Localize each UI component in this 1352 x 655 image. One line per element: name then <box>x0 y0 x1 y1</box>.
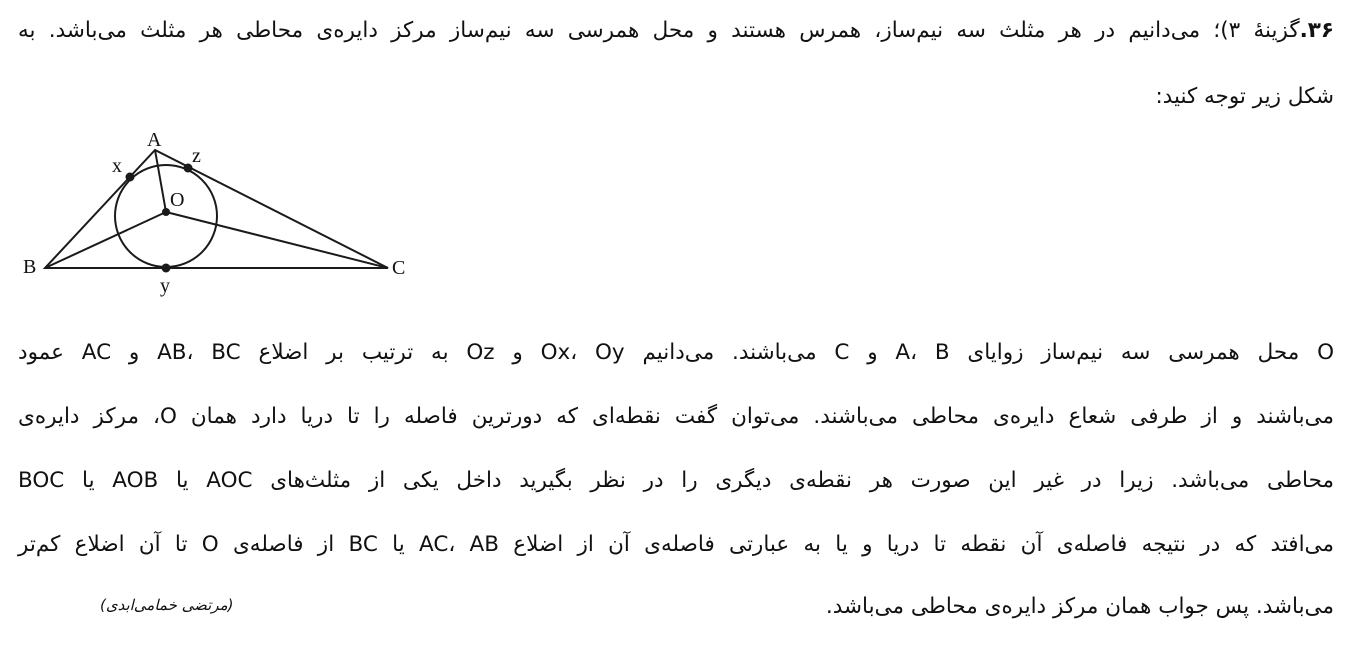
label-o: O <box>170 189 185 211</box>
bisector-b <box>45 212 166 268</box>
paragraph2-line2: می‌باشند و از طرفی شعاع دایره‌ی محاطی می‌باشند. می‌توان گفت نقطه‌ای که دورترین فاصله را تا دریا دارد همان O، مرکز دایره‌ی <box>18 404 1334 429</box>
author-credit: (مرتضی خمامی‌ابدی) <box>100 596 234 614</box>
label-c: C <box>392 257 406 279</box>
paragraph2-line5: می‌باشد. پس جواب همان مرکز دایره‌ی محاطی می‌باشد. <box>825 594 1334 619</box>
triangle-incircle-figure <box>20 128 420 303</box>
point-o <box>162 208 170 216</box>
label-y: y <box>160 275 170 297</box>
paragraph1-line1 <box>18 18 1334 43</box>
label-a: A <box>147 129 162 151</box>
point-x <box>126 173 135 182</box>
paragraph2-line3: محاطی می‌باشد. زیرا در غیر این صورت هر نقطه‌ی دیگری را در نظر بگیرید داخل یکی از مثلث‌های AOC یا AOB یا BOC <box>18 468 1335 493</box>
label-x: x <box>112 155 122 177</box>
point-y <box>162 264 171 273</box>
question-number: ۳۶. <box>1299 18 1334 43</box>
bisector-a <box>155 150 166 212</box>
bisector-c <box>166 212 388 268</box>
paragraph1-line1-text: گزینهٔ ۳)؛ می‌دانیم در هر مثلث سه نیم‌ساز، همرس هستند و محل همرسی سه نیم‌ساز مرکز دایره‌ی محاطی هر مثلث می‌باشد. به <box>18 18 1300 43</box>
paragraph1-line2: شکل زیر توجه کنید: <box>1155 84 1334 109</box>
label-z: z <box>192 145 201 167</box>
paragraph2-line1: O محل همرسی سه نیم‌ساز زوایای A، B و C می‌باشند. می‌دانیم Ox، Oy و Oz به ترتیب بر اضلاع AB، BC و AC عمود <box>18 340 1334 365</box>
paragraph2-line4: می‌افتد که در نتیجه فاصله‌ی آن نقطه تا دریا و یا به عبارتی فاصله‌ی آن از اضلاع AC، AB یا BC از فاصله‌ی O تا آن اضلاع کم‌تر <box>18 532 1334 557</box>
label-b: B <box>23 256 37 278</box>
